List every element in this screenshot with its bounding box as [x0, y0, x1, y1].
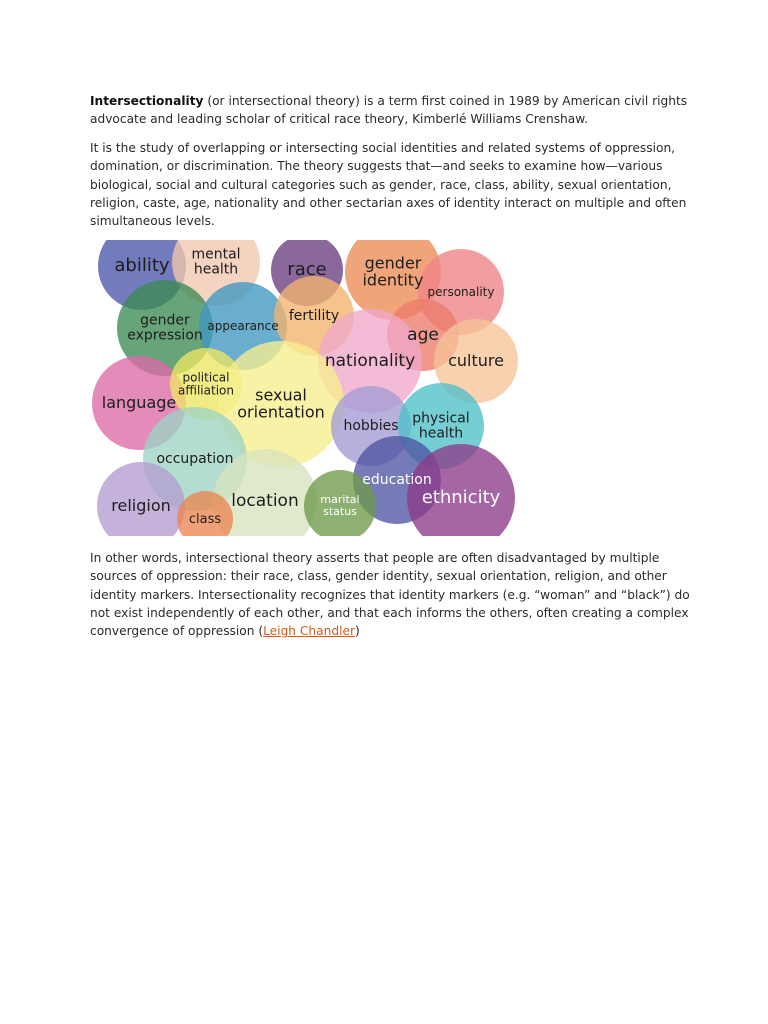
fertility-label: [289, 308, 339, 324]
intersectionality-term: Intersectionality: [90, 94, 204, 108]
mental-health-label: [191, 247, 240, 278]
class-label-line: class: [188, 511, 222, 527]
ability-label: [114, 255, 170, 276]
intro-paragraph: [90, 92, 690, 129]
marital-status-label-line: status: [323, 504, 357, 518]
gender-identity-label-line: identity: [362, 269, 424, 289]
religion-label: [111, 496, 171, 515]
hobbies-label-line: hobbies: [343, 418, 399, 434]
hobbies-label: [343, 418, 398, 434]
appearance-label-line: appearance: [207, 318, 279, 333]
mental-health-label-line: health: [193, 261, 239, 278]
education-label-line: education: [362, 472, 432, 488]
marital-status-label-line: marital: [320, 493, 360, 507]
summary-text: In other words, intersectional theory asserts that people are often disadvantaged by multiple sources of oppression: their race, class, gender identity, sexual orientation, religion, and other identity markers. Intersectionality recognizes that identity markers (e.g. “woman” and “black”) do not exist independently of each other, and that each informs the others, often creating a complex convergence of oppression (: [90, 551, 690, 639]
physical-health-label-line: physical: [412, 410, 470, 427]
personality-label: [428, 285, 495, 299]
race-label-line: race: [287, 259, 327, 280]
mental-health-label-line: mental: [191, 246, 241, 263]
nationality-label: [325, 351, 415, 371]
ethnicity-label-line: ethnicity: [421, 487, 501, 508]
sexual-orientation-label-line: sexual: [255, 385, 307, 405]
nationality-label-line: nationality: [324, 351, 416, 371]
gender-expression-label-line: expression: [127, 327, 203, 344]
physical-health-label: [412, 411, 469, 442]
location-label: [231, 491, 298, 511]
sexual-orientation-label-line: orientation: [237, 401, 325, 421]
leigh-chandler-link[interactable]: Leigh Chandler: [263, 624, 355, 639]
age-label: [407, 325, 439, 345]
fertility-label-line: fertility: [288, 308, 340, 324]
identity-circles-graphic: [92, 240, 520, 536]
intro-text: (or intersectional theory) is a term first coined in 1989 by American civil rights advocate and leading scholar of critical race theory, Kimberlé Williams Crenshaw.: [90, 94, 688, 127]
occupation-label-line: occupation: [156, 451, 234, 467]
language-label-line: language: [101, 392, 177, 412]
personality-label-line: personality: [427, 284, 495, 299]
gender-expression-label-line: gender: [140, 312, 190, 329]
physical-health-label-line: health: [418, 425, 464, 442]
language-label: [102, 393, 177, 412]
marital-status-label: [320, 493, 359, 518]
political-affiliation-label-line: affiliation: [178, 382, 234, 397]
summary-closing: ): [354, 624, 360, 639]
definition-paragraph: It is the study of overlapping or intersecting social identities and related systems of oppression, domination, or discrimination. The theory suggests that—and seeks to examine how—various biological, social and cultural categories such as gender, race, class, ability, sexual orientation, religion, caste, age, nationality and other sectarian axes of identity interact on multiple and often simultaneous levels.: [90, 141, 687, 229]
class-label: [189, 512, 221, 527]
race-label: [287, 259, 326, 280]
identity-circles-svg: [92, 240, 520, 536]
occupation-label: [156, 451, 233, 467]
gender-identity-label: [362, 253, 423, 289]
location-label-line: location: [231, 491, 299, 511]
culture-label-line: culture: [448, 350, 504, 370]
appearance-label: [207, 319, 278, 333]
culture-label: [448, 351, 504, 370]
ability-label-line: ability: [114, 255, 170, 276]
political-affiliation-label-line: political: [182, 370, 230, 385]
education-label: [362, 472, 431, 488]
religion-label-line: religion: [111, 495, 171, 515]
summary-paragraph: [90, 549, 690, 640]
age-label-line: age: [407, 325, 439, 345]
ethnicity-label: [422, 487, 501, 508]
political-affiliation-label: [178, 370, 234, 397]
gender-identity-label-line: gender: [364, 253, 422, 273]
